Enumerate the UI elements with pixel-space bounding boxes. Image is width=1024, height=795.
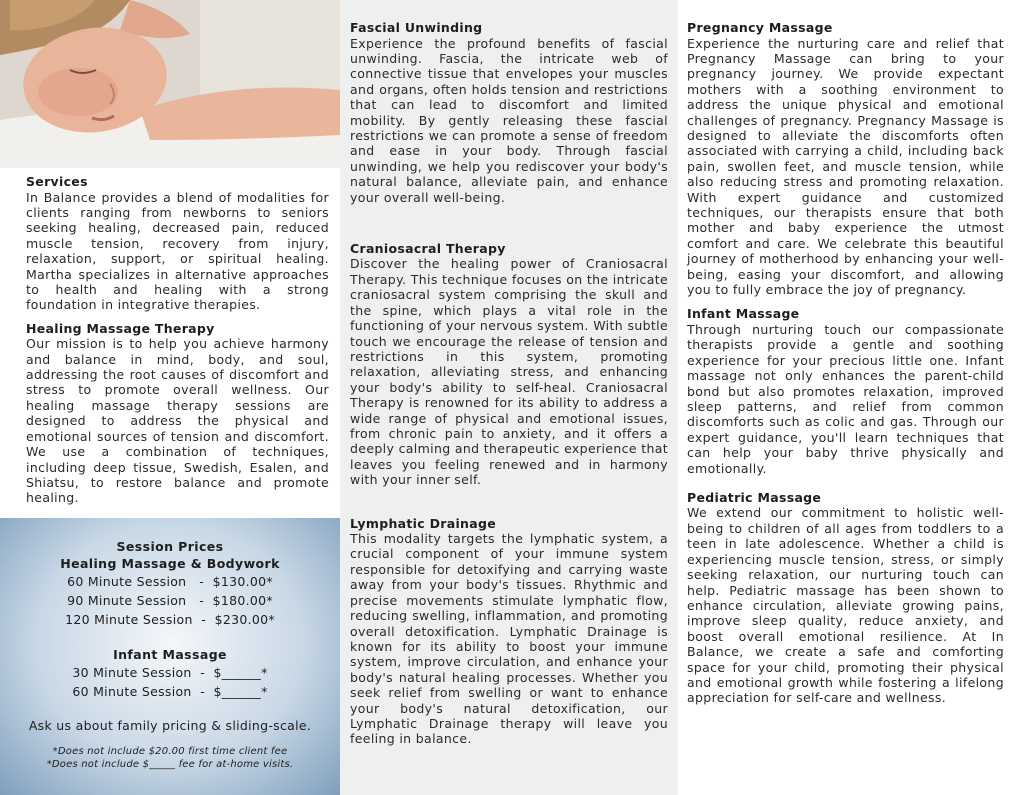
left-panel bbox=[0, 0, 340, 795]
family-pricing-note: Ask us about family pricing & sliding-scale. bbox=[28, 718, 312, 733]
pediatric-body: We extend our commitment to holistic well-being to children of all ages from toddlers to a teen in late adolescence. Whether a child is experiencing muscle tension, stress, or simply seeking relaxation, our nurturing touch can help. Pediatric massage has been shown to enhance circulation, alleviate growing pains, improve sleep quality, reduce anxiety, and boost overall emotional resilience. At In Balance, we create a safe and comforting space for your child, promoting their physical and emotional growth while fostering a lifelong appreciation for self-care and wellness. bbox=[687, 505, 1004, 706]
session-prices-box bbox=[0, 518, 340, 795]
relaxing-woman-photo bbox=[0, 0, 340, 168]
services-body: In Balance provides a blend of modalities for clients ranging from newborns to seniors seeking healing, decreased pain, reduced muscle tension, recovery from injury, relaxation, support, or spiritual healing. Martha specializes in alternative approaches to health and healing with a strong foundation in integrative therapies. bbox=[26, 189, 329, 313]
fascial-body: Experience the profound benefits of fascial unwinding. Fascia, the intricate web of connective tissue that envelopes your muscles and organs, often holds tension and restrictions that can lead to discomfort and limited mobility. By gently releasing these fascial restrictions we can promote a sense of freedom and ease in your body. Through fascial unwinding, we help you rediscover your body's natural balance, alleviate pain, and enhance your overall well-being. bbox=[350, 35, 668, 205]
craniosacral-heading: Craniosacral Therapy bbox=[350, 240, 506, 256]
pediatric-heading: Pediatric Massage bbox=[687, 489, 822, 505]
pediatric-section bbox=[687, 490, 1004, 706]
healing-massage-body: Our mission is to help you achieve harmony and balance in mind, body, and soul, addressing the root causes of discomfort and stress to promote overall wellness. Our healing massage therapy sessions are designed to address the physical and emotional sources of tension and discomfort. We use a combination of techniques, including deep tissue, Swedish, Esalen, and Shiatsu, to restore balance and promote healing. bbox=[26, 336, 329, 506]
pregnancy-body: Experience the nurturing care and relief that Pregnancy Massage can bring to your pregnancy journey. We provide expectant mothers with a soothing environment to address the unique physical and emotional challenges of pregnancy. Pregnancy Massage is designed to alleviate the discomforts often associated with carrying a child, including back pain, swollen feet, and muscle tension, while also reducing stress and promoting relaxation. With expert guidance and customized techniques, our therapists ensure that both mother and baby experience the utmost comfort and care. We celebrate this beautiful journey of motherhood by enhancing your well-being, easing your discomfort, and allowing you to fully embrace the joy of pregnancy. bbox=[687, 35, 1004, 297]
healing-massage-section bbox=[26, 321, 329, 506]
services-heading: Services bbox=[26, 174, 88, 189]
price-row: 60 Minute Session - $130.00* bbox=[67, 574, 273, 589]
infant-section bbox=[687, 306, 1004, 476]
fascial-section bbox=[350, 20, 668, 205]
middle-panel bbox=[340, 0, 678, 795]
services-section bbox=[26, 174, 329, 313]
lymphatic-heading: Lymphatic Drainage bbox=[350, 515, 497, 531]
footnote: *Does not include $_____ fee for at-home visits. bbox=[46, 759, 294, 770]
footnote: *Does not include $20.00 first time client fee bbox=[52, 746, 288, 757]
price-row: 90 Minute Session - $180.00* bbox=[67, 593, 273, 608]
prices-subtitle: Healing Massage & Bodywork bbox=[60, 556, 280, 571]
pregnancy-heading: Pregnancy Massage bbox=[687, 20, 833, 35]
price-row: 60 Minute Session - $______* bbox=[72, 684, 268, 699]
craniosacral-body: Discover the healing power of Craniosacral Therapy. This technique focuses on the intricate craniosacral system comprising the skull and the spine, which plays a vital role in the functioning of your nervous system. With subtle touch we encourage the release of tension and restrictions in this system, promoting relaxation, alleviating stress, and enhancing your body's ability to self-heal. Craniosacral Therapy is renowned for its ability to address a wide range of physical and emotional issues, from chronic pain to anxiety, and it offers a deeply calming and therapeutic experience that leaves you feeling renewed and in harmony with your inner self. bbox=[350, 256, 668, 488]
infant-prices-title: Infant Massage bbox=[113, 647, 227, 662]
infant-body: Through nurturing touch our compassionate therapists provide a gentle and soothing experience for your precious little one. Infant massage not only enhances the parent-child bond but also promotes relaxation, improved sleep patterns, and relief from common discomforts such as colic and gas. Through our expert guidance, you'll learn techniques that can help your baby thrive physically and emotionally. bbox=[687, 321, 1004, 476]
healing-massage-heading: Healing Massage Therapy bbox=[26, 320, 215, 336]
fascial-heading: Fascial Unwinding bbox=[350, 20, 483, 35]
pregnancy-section bbox=[687, 20, 1004, 297]
lymphatic-section bbox=[350, 516, 668, 747]
craniosacral-section bbox=[350, 241, 668, 488]
prices-title: Session Prices bbox=[116, 539, 224, 554]
right-panel bbox=[678, 0, 1024, 795]
price-row: 30 Minute Session - $______* bbox=[72, 665, 268, 680]
infant-heading: Infant Massage bbox=[687, 306, 800, 322]
lymphatic-body: This modality targets the lymphatic system, a crucial component of your immune system responsible for detoxifying and carrying waste away from your body's tissues. Rhythmic and precise movements stimulate lymphatic flow, reducing swelling, inflammation, and promoting overall detoxification. Lymphatic Drainage is known for its ability to boost your immune system, improve circulation, and enhance your body's natural healing processes. Whether you seek relief from swelling or want to enhance your body's natural detoxification, our Lymphatic Drainage therapy will leave you feeling in balance. bbox=[350, 531, 668, 747]
price-row: 120 Minute Session - $230.00* bbox=[65, 612, 275, 627]
